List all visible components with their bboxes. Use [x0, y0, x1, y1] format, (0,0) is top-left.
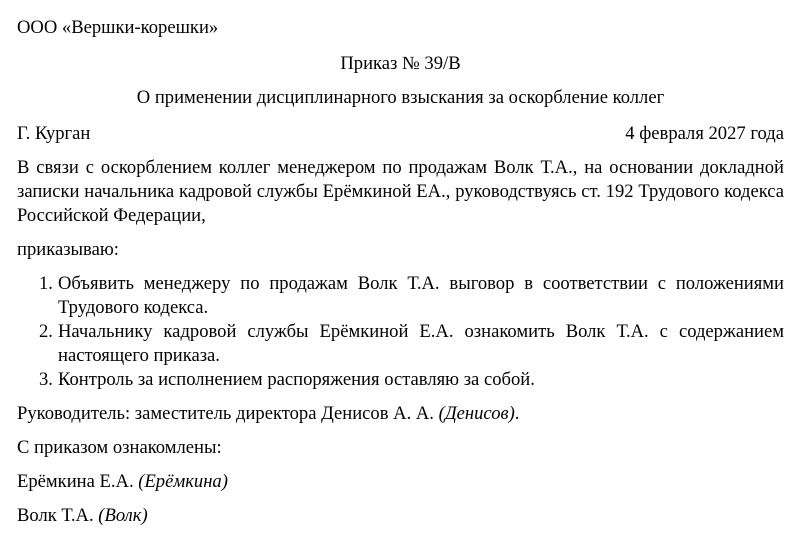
- order-item-number: 3.: [39, 369, 53, 390]
- order-word: приказываю:: [17, 239, 119, 260]
- order-item-text: Объявить менеджеру по продажам Волк Т.А. выговор в соответствии с положениями Трудового кодекса.: [58, 273, 784, 318]
- acquainted-name: Волк Т.А.: [17, 505, 94, 526]
- acquainted-label: С приказом ознакомлены:: [17, 437, 222, 458]
- order-item: [17, 320, 784, 368]
- order-title: Приказ № 39/В: [340, 53, 461, 74]
- acquainted-name: Ерёмкина Е.А.: [17, 471, 134, 492]
- head-signature-line: [17, 402, 784, 426]
- order-item-text: Контроль за исполнением распоряжения оставляю за собой.: [58, 369, 535, 390]
- head-label: Руководитель: заместитель директора Денисов А. А.: [17, 403, 434, 424]
- acquainted-signature: (Волк): [98, 505, 148, 526]
- head-end: .: [514, 403, 520, 424]
- order-items-list: [17, 272, 784, 392]
- head-signature: (Денисов): [438, 403, 515, 424]
- order-subject: О применении дисциплинарного взыскания за оскорбление коллег: [136, 87, 665, 108]
- order-item-number: 2.: [39, 321, 53, 342]
- order-date: 4 февраля 2027 года: [625, 123, 784, 144]
- preamble-paragraph: В связи с оскорблением коллег менеджером по продажам Волк Т.А., на основании докладной записки начальника кадровой службы Ерёмкиной ЕА., руководствуясь ст. 192 Трудового кодекса Российской Федерации,: [17, 157, 784, 226]
- order-item: [17, 368, 784, 392]
- organization-name: ООО «Вершки-корешки»: [17, 17, 219, 38]
- acquainted-row: [17, 470, 784, 494]
- place-date-row: [17, 122, 784, 146]
- acquainted-signature: (Ерёмкина): [138, 471, 228, 492]
- city: Г. Курган: [17, 123, 91, 144]
- acquainted-row: [17, 504, 784, 528]
- order-item-text: Начальнику кадровой службы Ерёмкиной Е.А. ознакомить Волк Т.А. с содержанием настоящего приказа.: [58, 321, 784, 366]
- order-item-number: 1.: [39, 273, 53, 294]
- order-item: [17, 272, 784, 320]
